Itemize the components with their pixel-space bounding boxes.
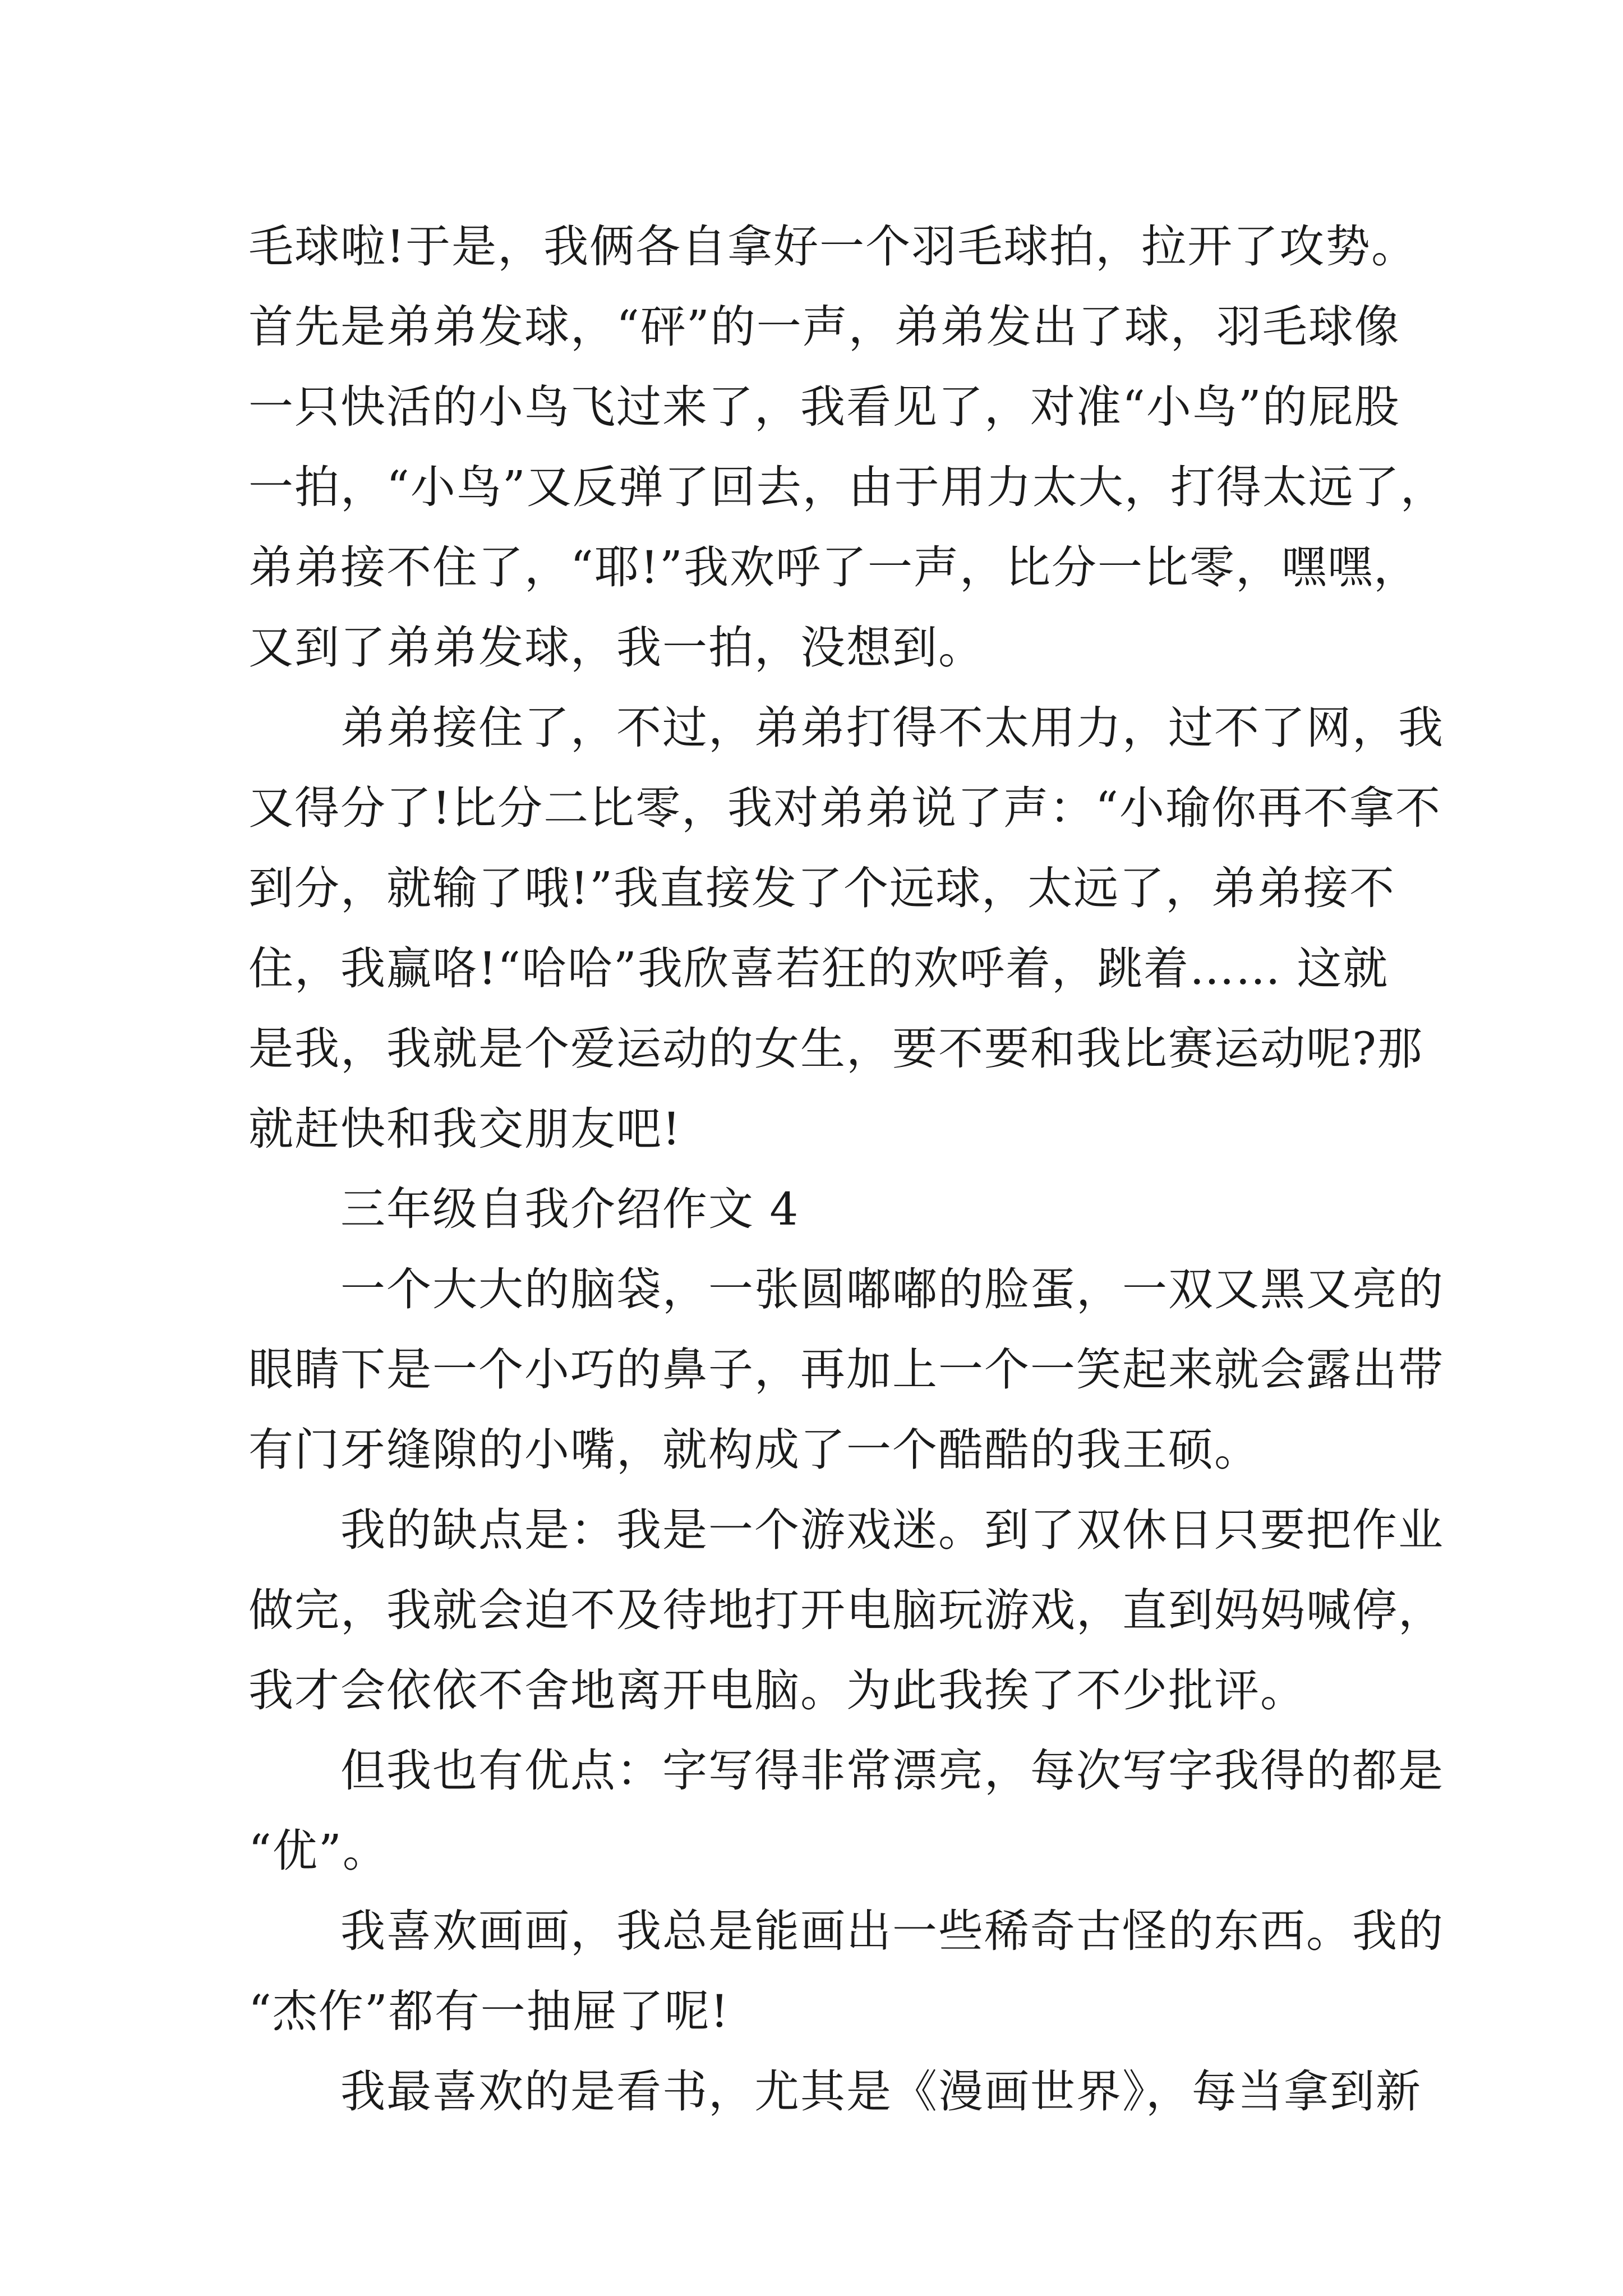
text-line: 一只快活的小鸟飞过来了，我看见了，对准“小鸟”的屁股 — [248, 381, 1400, 433]
paragraph-start-line: 弟弟接住了，不过，弟弟打得不太用力，过不了网，我 — [340, 702, 1444, 754]
text-line: 有门牙缝隙的小嘴，就构成了一个酷酷的我王硕。 — [248, 1424, 1260, 1476]
text-line: 首先是弟弟发球，“砰”的一声，弟弟发出了球，羽毛球像 — [248, 301, 1400, 353]
section-heading: 三年级自我介绍作文 4 — [340, 1183, 800, 1235]
text-line: 到分，就输了哦!”我直接发了个远球，太远了，弟弟接不 — [248, 862, 1396, 914]
text-line: 我才会依依不舍地离开电脑。为此我挨了不少批评。 — [248, 1664, 1306, 1717]
text-line: “杰作”都有一抽屉了呢! — [248, 1985, 730, 2037]
paragraph-start-line: 我喜欢画画，我总是能画出一些稀奇古怪的东西。我的 — [340, 1905, 1444, 1957]
text-line: 是我，我就是个爱运动的女生，要不要和我比赛运动呢?那 — [248, 1023, 1423, 1075]
text-line: 住，我赢咯!“哈哈”我欣喜若狂的欢呼着，跳着…… 这就 — [248, 942, 1389, 995]
text-line: “优”。 — [248, 1825, 389, 1877]
paragraph-start-line: 我最喜欢的是看书，尤其是《漫画世界》，每当拿到新 — [340, 2065, 1422, 2118]
text-line: 弟弟接不住了，“耶!”我欢呼了一声，比分一比零，嘿嘿， — [248, 541, 1419, 593]
text-line: 毛球啦!于是，我俩各自拿好一个羽毛球拍，拉开了攻势。 — [248, 220, 1418, 273]
paragraph-start-line: 但我也有优点：字写得非常漂亮，每次写字我得的都是 — [340, 1745, 1444, 1797]
paragraph-start-line: 一个大大的脑袋，一张圆嘟嘟的脸蛋，一双又黑又亮的 — [340, 1263, 1444, 1315]
text-line: 又到了弟弟发球，我一拍，没想到。 — [248, 622, 984, 674]
text-line: 一拍，“小鸟”又反弹了回去，由于用力太大，打得太远了， — [248, 461, 1446, 513]
text-line: 眼睛下是一个小巧的鼻子，再加上一个一笑起来就会露出带 — [248, 1343, 1444, 1396]
text-line: 做完，我就会迫不及待地打开电脑玩游戏，直到妈妈喊停， — [248, 1584, 1444, 1636]
body-text — [248, 206, 1446, 2132]
text-line: 又得分了!比分二比零，我对弟弟说了声：“小瑜你再不拿不 — [248, 782, 1442, 834]
paragraph-start-line: 我的缺点是：我是一个游戏迷。到了双休日只要把作业 — [340, 1504, 1444, 1556]
text-line: 就赶快和我交朋友吧! — [248, 1103, 682, 1155]
